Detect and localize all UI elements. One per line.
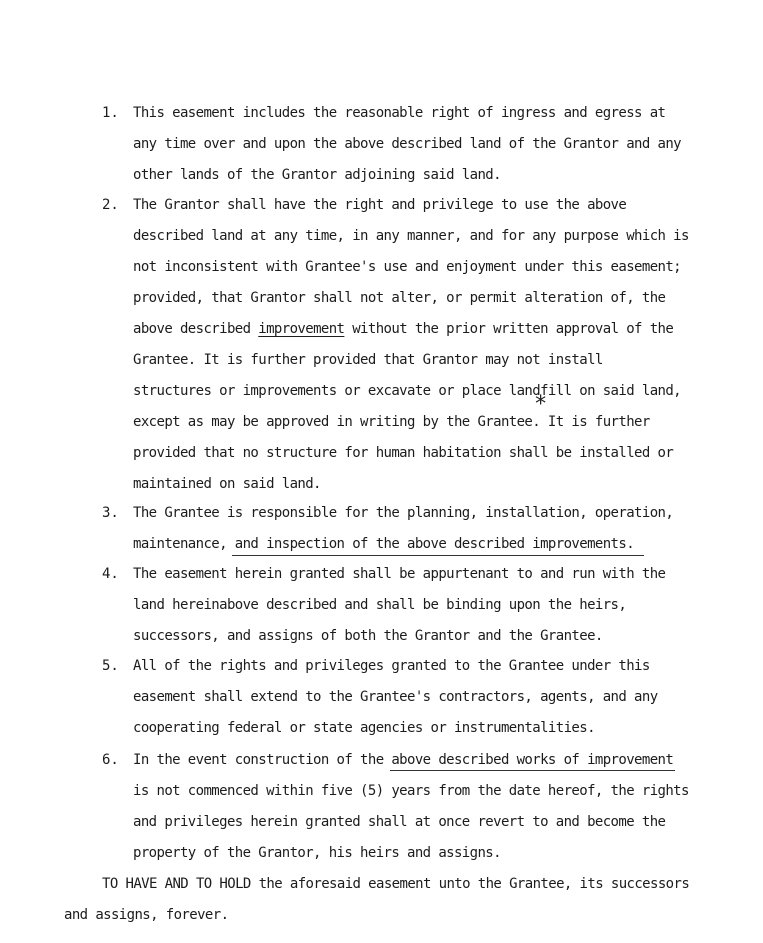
- clause-number: 2.: [102, 197, 119, 213]
- closing-line: and assigns, forever.: [64, 907, 229, 923]
- clause-line: successors, and assigns of both the Grantor and the Grantee.: [133, 628, 603, 644]
- clause-line: The Grantor shall have the right and privilege to use the above: [133, 197, 627, 213]
- clause-text: above described: [133, 321, 259, 337]
- clause-line: The Grantee is responsible for the planning, installation, operation,: [133, 505, 674, 521]
- clause-line: land hereinabove described and shall be binding upon the heirs,: [133, 597, 627, 613]
- clause-line: other lands of the Grantor adjoining said land.: [133, 167, 501, 183]
- closing-line: TO HAVE AND TO HOLD the aforesaid easement unto the Grantee, its successors: [102, 876, 690, 892]
- clause-line: cooperating federal or state agencies or instrumentalities.: [133, 720, 595, 736]
- clause-text: without the prior written approval of the: [344, 321, 674, 337]
- clause-number: 3.: [102, 505, 119, 521]
- clause-line: except as may be approved in writing by the Grantee. It is further: [133, 414, 650, 430]
- clause-line: described land at any time, in any manner, and for any purpose which is: [133, 228, 689, 244]
- clause-line: property of the Grantor, his heirs and assigns.: [133, 845, 501, 861]
- clause-line: structures or improvements or excavate or place landfill on said land,: [133, 383, 682, 399]
- clause-line: In the event construction of the above described works of improvement: [133, 752, 674, 768]
- clause-line: provided that no structure for human habitation shall be installed or: [133, 445, 674, 461]
- clause-line: Grantee. It is further provided that Grantor may not install: [133, 352, 603, 368]
- clause-number: 6.: [102, 752, 119, 768]
- clause-line: easement shall extend to the Grantee's contractors, agents, and any: [133, 689, 658, 705]
- clause-line: maintained on said land.: [133, 476, 321, 492]
- clause-line: provided, that Grantor shall not alter, or permit alteration of, the: [133, 290, 666, 306]
- handwritten-underline: [232, 555, 644, 556]
- clause-line: maintenance, and inspection of the above described improvements.: [133, 536, 635, 552]
- clause-line: any time over and upon the above described land of the Grantor and any: [133, 136, 682, 152]
- clause-line: and privileges herein granted shall at once revert to and become the: [133, 814, 666, 830]
- clause-line: This easement includes the reasonable right of ingress and egress at: [133, 105, 666, 121]
- clause-line: The easement herein granted shall be appurtenant to and run with the: [133, 566, 666, 582]
- clause-number: 4.: [102, 566, 119, 582]
- handwritten-underline: [390, 770, 675, 771]
- clause-line: [133, 314, 673, 345]
- handwritten-asterisk-icon: *: [534, 392, 548, 417]
- clause-number: 5.: [102, 658, 119, 674]
- clause-line: not inconsistent with Grantee's use and enjoyment under this easement;: [133, 259, 682, 275]
- clause-line: is not commenced within five (5) years from the date hereof, the rights: [133, 783, 689, 799]
- clause-number: 1.: [102, 105, 119, 121]
- underlined-term: improvement: [258, 321, 345, 337]
- clause-line: All of the rights and privileges granted to the Grantee under this: [133, 658, 650, 674]
